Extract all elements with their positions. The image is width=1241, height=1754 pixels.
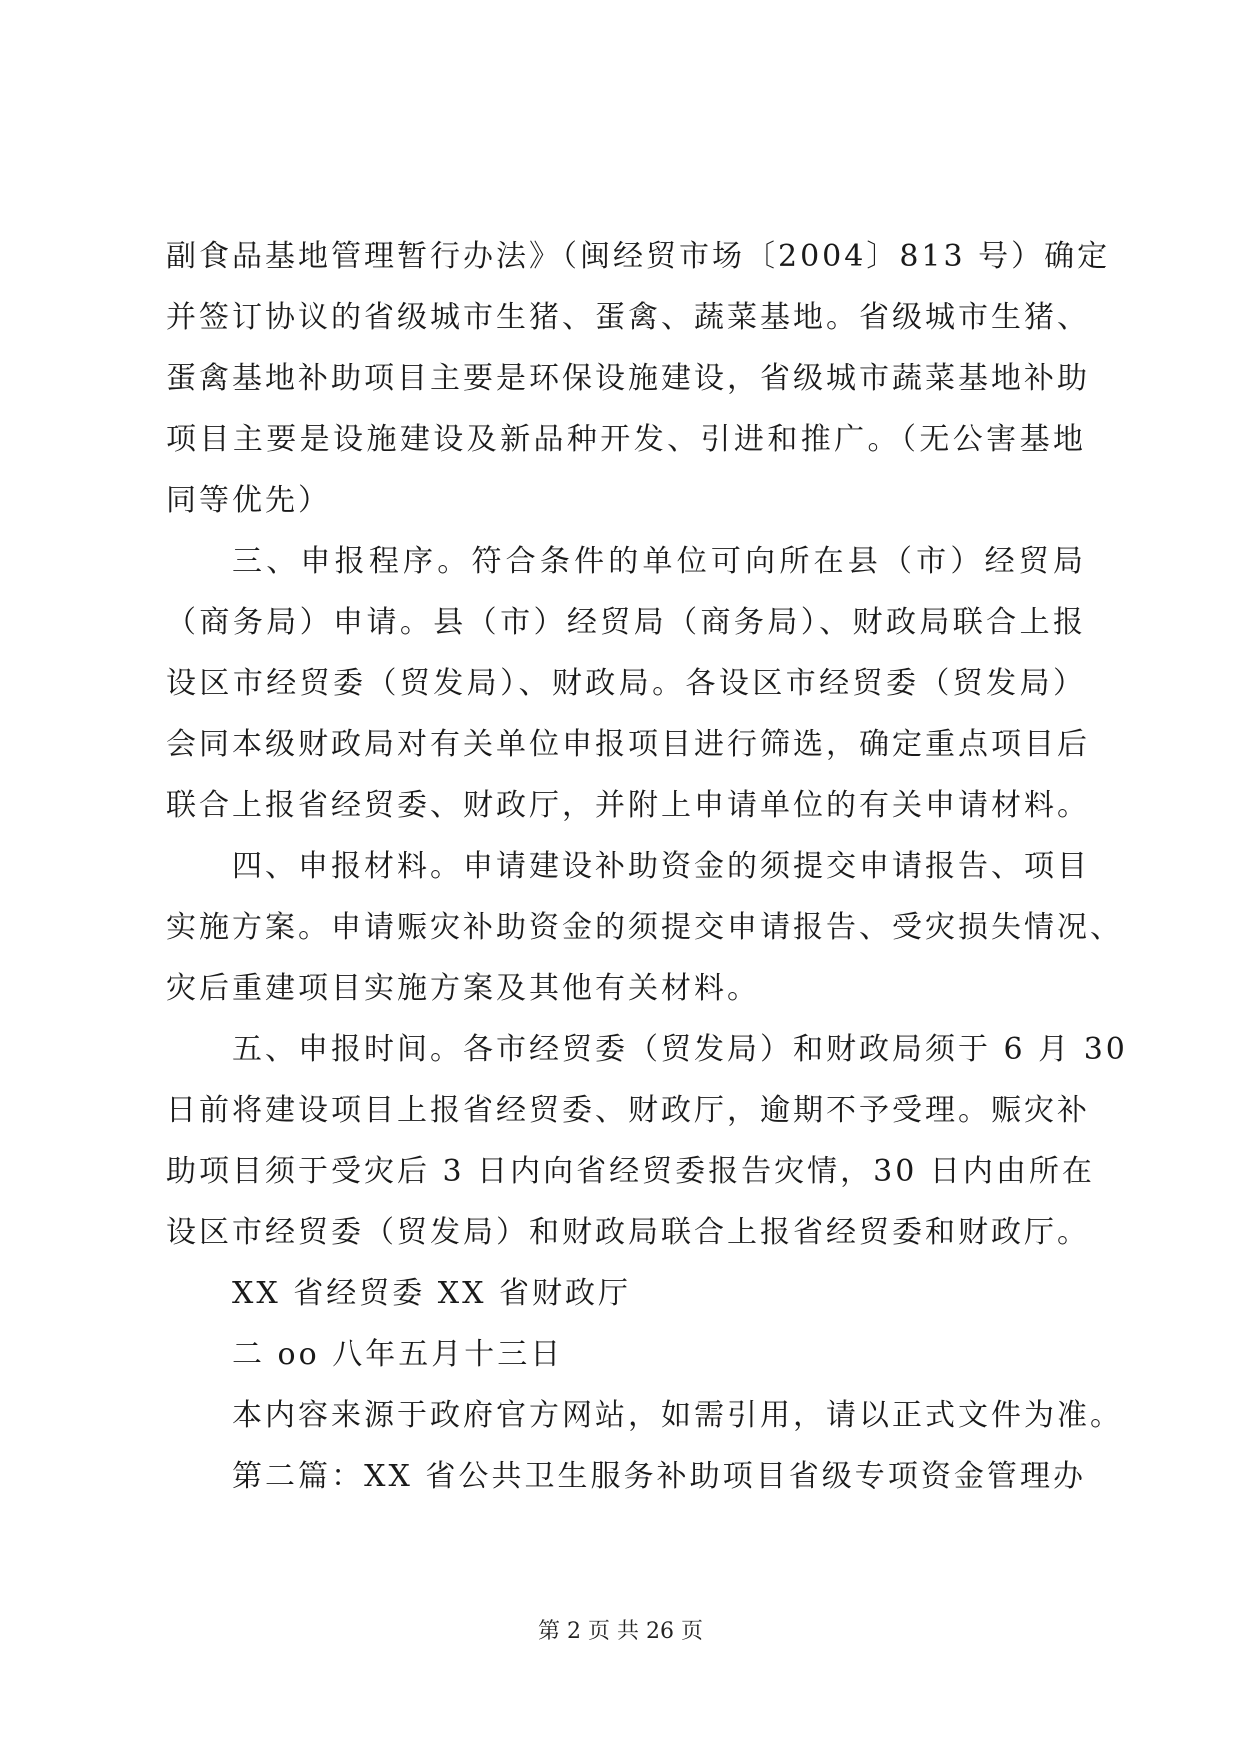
text-line: 会同本级财政局对有关单位申报项目进行筛选，确定重点项目后 <box>166 727 1090 762</box>
text-line: 并签订协议的省级城市生猪、蛋禽、蔬菜基地。省级城市生猪、 <box>166 300 1090 335</box>
text-line: （商务局）申请。县（市）经贸局（商务局）、财政局联合上报 <box>166 605 1086 640</box>
section-heading-line: 第二篇：XX 省公共卫生服务补助项目省级专项资金管理办 <box>232 1459 1086 1494</box>
text-line: 设区市经贸委（贸发局）和财政局联合上报省经贸委和财政厅。 <box>166 1215 1090 1250</box>
date-line: 二 oo 八年五月十三日 <box>232 1337 564 1372</box>
page-footer: 第 2 页 共 26 页 <box>538 1619 703 1644</box>
text-line: 助项目须于受灾后 3 日内向省经贸委报告灾情，30 日内由所在 <box>166 1154 1095 1189</box>
paragraph-start-line: 四、申报材料。申请建设补助资金的须提交申请报告、项目 <box>232 849 1090 884</box>
text-line: 灾后重建项目实施方案及其他有关材料。 <box>166 971 760 1006</box>
text-line: 实施方案。申请赈灾补助资金的须提交申请报告、受灾损失情况、 <box>166 910 1123 945</box>
signature-line: XX 省经贸委 XX 省财政厅 <box>232 1276 632 1311</box>
text-line: 副食品基地管理暂行办法》（闽经贸市场〔2004〕813 号）确定 <box>166 239 1111 274</box>
text-line: 同等优先） <box>166 483 331 518</box>
text-line: 项目主要是设施建设及新品种开发、引进和推广。（无公害基地 <box>166 422 1086 457</box>
source-note-line: 本内容来源于政府官方网站，如需引用，请以正式文件为准。 <box>232 1398 1123 1433</box>
document-body <box>166 226 1128 1507</box>
text-line: 蛋禽基地补助项目主要是环保设施建设，省级城市蔬菜基地补助 <box>166 361 1090 396</box>
text-line: 联合上报省经贸委、财政厅，并附上申请单位的有关申请材料。 <box>166 788 1090 823</box>
paragraph-start-line: 五、申报时间。各市经贸委（贸发局）和财政局须于 6 月 30 <box>232 1032 1128 1067</box>
paragraph-start-line: 三、申报程序。符合条件的单位可向所在县（市）经贸局 <box>232 544 1086 579</box>
text-line: 设区市经贸委（贸发局）、财政局。各设区市经贸委（贸发局） <box>166 666 1086 701</box>
text-line: 日前将建设项目上报省经贸委、财政厅，逾期不予受理。赈灾补 <box>166 1093 1090 1128</box>
